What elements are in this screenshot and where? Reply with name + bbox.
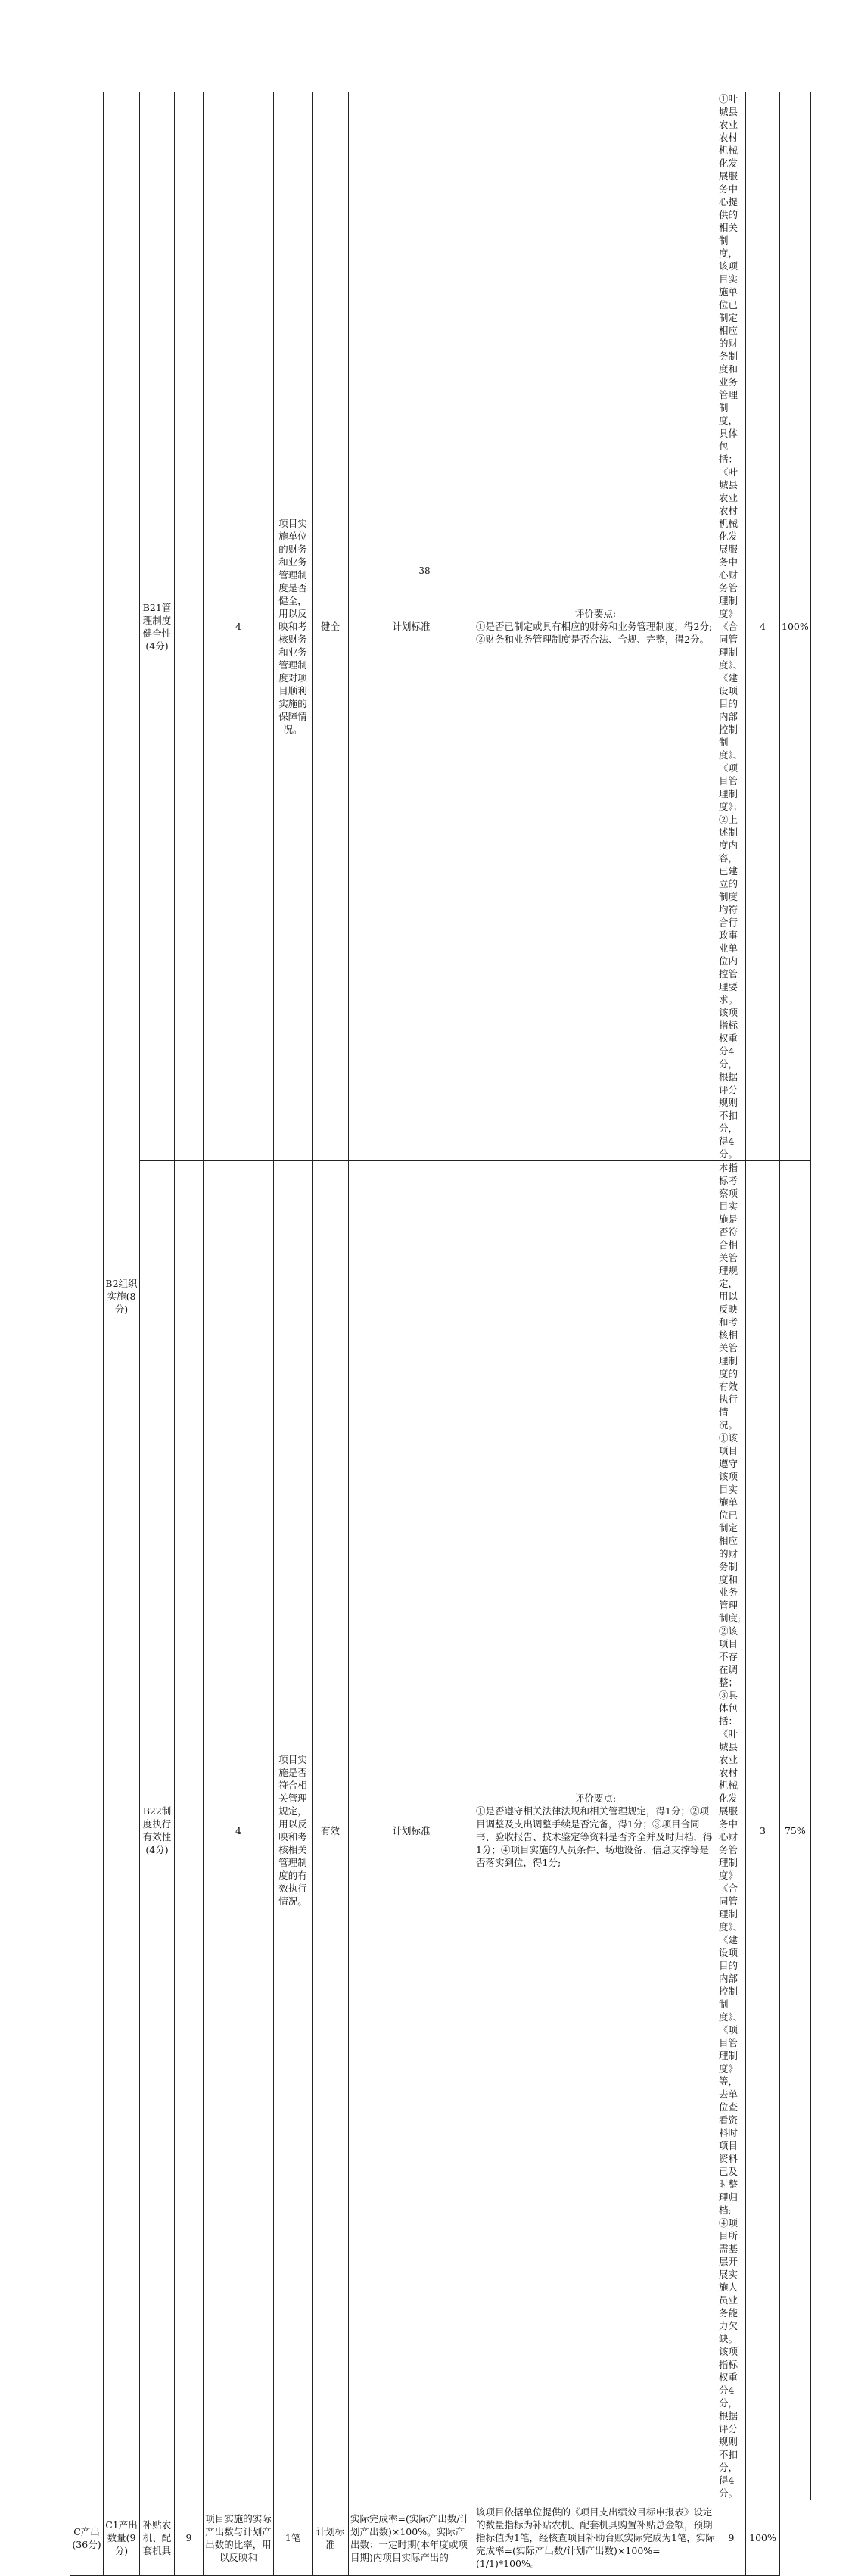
b21-description: 项目实施单位的财务和业务管理制度是否健全，用以反映和考核财务和业务管理制度对项目顺利实施的保障情况。 [274,92,313,1161]
evaluation-table [70,92,811,2576]
b21-analysis [717,92,746,1161]
empty-cell [175,1161,204,2500]
b22-analysis-line: ①该项目遵守该项目实施单位已制定相应的财务制度和业务管理制度; [719,1432,742,1624]
b21-rules-line: ①是否已制定或具有相应的财务和业务管理制度，得2分; [476,621,713,632]
c1-description: 项目实施的实际产出数与计划产出数的比率，用以反映和 [204,2500,274,2576]
table-row [70,2500,811,2576]
b22-source: 计划标准 [349,1161,474,2500]
c1-item-cell: 补贴农机、配套机具 [140,2500,175,2576]
table-row [70,1161,811,2500]
b22-score-got: 3 [746,1161,780,2500]
page-number: 38 [418,565,431,576]
b22-analysis-line: ④项目所需基层开展实施人员业务能力欠缺。 [719,2217,739,2344]
c1-score: 9 [175,2500,204,2576]
b21-rules-line: ②财务和业务管理制度是否合法、合规、完整，得2分。 [476,634,709,645]
empty-cell [175,92,204,1161]
b21-source: 计划标准 [349,92,474,1161]
b22-target: 有效 [313,1161,349,2500]
b22-subindicator: B22制度执行有效性(4分) [140,1161,175,2500]
b2-category-cell: B2组织实施(8分) [104,92,140,2500]
c1-analysis: 该项目依据单位提供的《项目支出绩效目标申报表》设定的数量指标为补贴农机、配套机具购置补贴总金额，预期指标值为1笔，经核查项目补助台账实际完成为1笔，实际完成率=(实际产出数/计划产出数)×100%=(1/1)*100%。 [474,2500,717,2576]
b21-rules [474,92,717,1161]
b22-analysis-line: 该项指标权重分4分，根据评分规则不扣分，得4分。 [719,2346,739,2499]
b22-analysis-line: ②该项目不存在调整；③具体包括：《叶城县农业农村机械化发展服务中心财务管理制度》《合同管理制度》、《建设项目的内部控制制度》、《项目管理制度》等，去单位查看资料时项目资料已及时整理归档; [719,1625,743,2216]
b21-subindicator: B21管理制度健全性(4分) [140,92,175,1161]
b21-rate: 100% [780,92,811,1161]
b21-target: 健全 [313,92,349,1161]
b22-rules-line: ①是否遵守相关法律法规和相关管理规定，得1分；②项目调整及支出调整手续是否完备，得1分；③项目合同书、验收报告、技术鉴定等资料是否齐全并及时归档，得1分；④项目实施的人员条件、场地设备、信息支撑等是否落实到位，得1分; [476,1805,713,1868]
b22-score: 4 [204,1161,274,2500]
table-row [70,92,811,1161]
b21-score: 4 [204,92,274,1161]
b22-rate: 75% [780,1161,811,2500]
b21-rules-title: 评价要点: [574,608,617,619]
b22-description: 项目实施是否符合相关管理规定，用以反映和考核相关管理制度的有效执行情况。 [274,1161,313,2500]
c1-rate: 100% [746,2500,780,2576]
c1-rules: 实际完成率=(实际产出数/计划产出数)×100%。实际产出数：一定时期(本年度或项目期)内项目实际产出的 [349,2500,474,2576]
c-category-cell: C产出(36分) [70,2500,104,2576]
b21-analysis-line: ①叶城县农业农村机械化发展服务中心提供的相关制度，该项目实施单位已制定相应的财务制度和业务管理制度，具体包括：《叶城县农业农村机械化发展服务中心财务管理制度》《合同管理制度》、《建设项目的内部控制制度》、《项目管理制度》；②上述制度内容，已建立的制度均符合行政事业单位内控管理要求。 [719,93,743,1005]
b22-rules [474,1161,717,2500]
c1-subcategory-cell: C1产出数量(9分) [104,2500,140,2576]
c1-source: 计划标准 [313,2500,349,2576]
b21-analysis-line: 该项指标权重分4分，根据评分规则不扣分，得4分。 [719,1007,739,1160]
b22-analysis [717,1161,746,2500]
b22-rules-title: 评价要点: [574,1793,617,1804]
c1-score-got: 9 [717,2500,746,2576]
c1-target: 1笔 [274,2500,313,2576]
b21-score-got: 4 [746,92,780,1161]
category-cell-empty [70,92,104,2500]
b22-analysis-line: 本指标考察项目实施是否符合相关管理规定，用以反映和考核相关管理制度的有效执行情况。 [719,1162,739,1431]
